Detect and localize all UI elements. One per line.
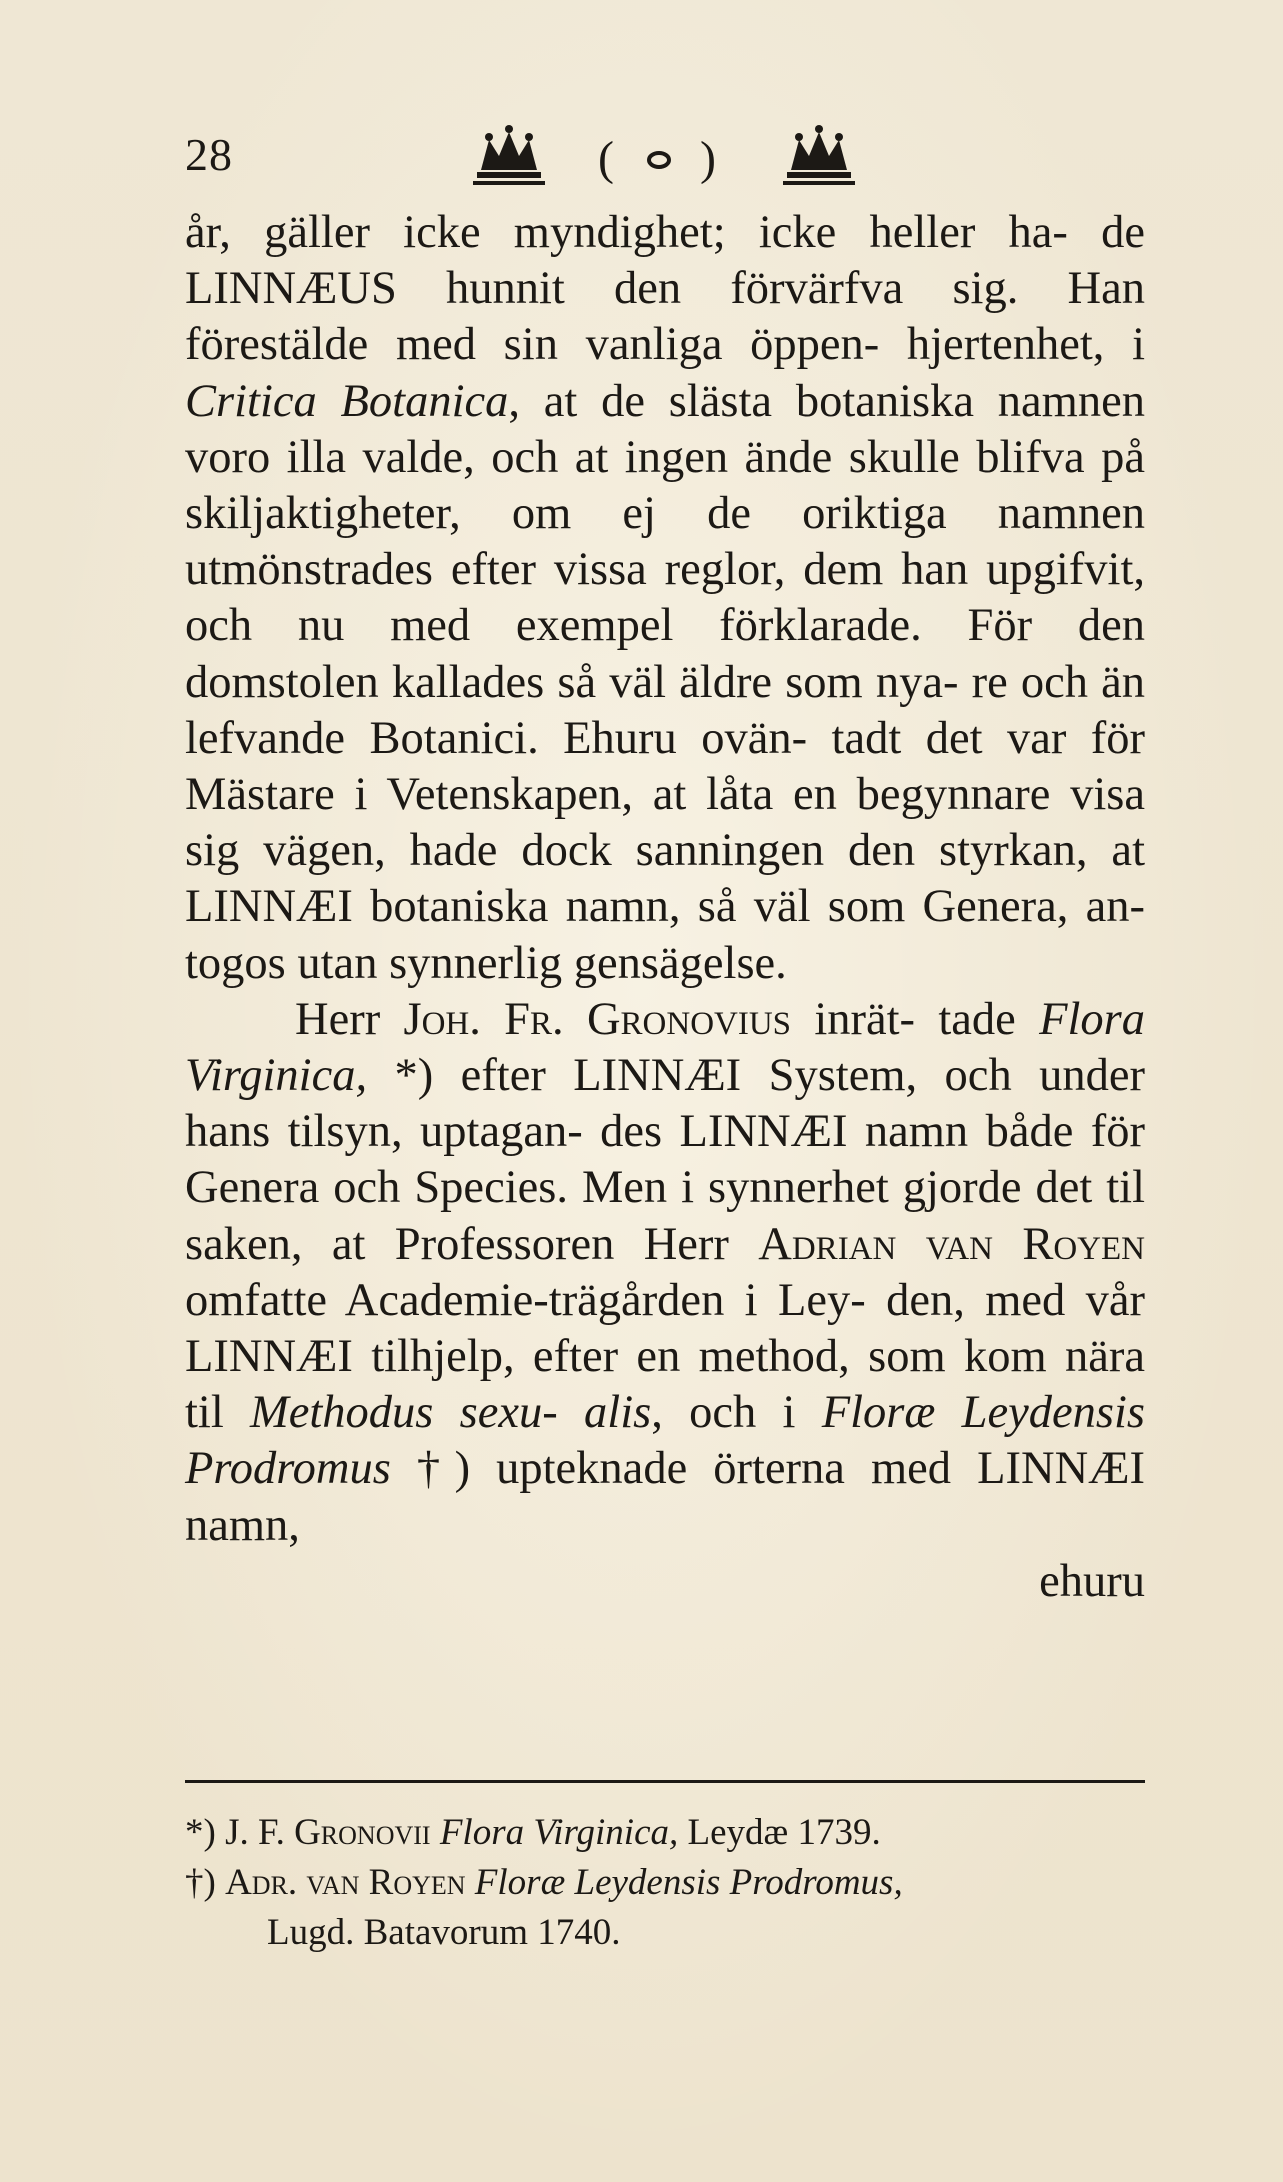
- footnote-text: Leydæ 1739.: [678, 1812, 881, 1853]
- text-line: hjertenhet, i: [906, 319, 1145, 371]
- work-title: Floræ Leydensis Prodromus: [185, 1387, 1146, 1495]
- main-text: [185, 205, 1145, 1610]
- work-title: Methodus sexu-: [250, 1387, 558, 1439]
- text-line: nu med exempel förklarade. För den: [297, 600, 1145, 652]
- footnote-author: J. F. Gronovii: [225, 1812, 431, 1853]
- footnote-2: [185, 1858, 1145, 1908]
- text-run: omfatte Academie-trägården i Ley-: [185, 1274, 866, 1326]
- footnote-author: Adr. van Royen: [225, 1862, 466, 1903]
- footnote-title: Floræ Leydensis Prodromus,: [474, 1862, 903, 1903]
- paragraph-1: [185, 205, 1145, 992]
- header-ornament: [463, 118, 883, 198]
- text-run: den, med vår LINNÆI tilhjelp, efter en: [185, 1274, 1145, 1383]
- text-line: tadt det var för Mästare i Vetenskapen,: [185, 712, 1146, 821]
- center-ornament-icon: [649, 153, 669, 167]
- running-header: [185, 118, 1145, 198]
- footnote-2-continued: [185, 1908, 1145, 1958]
- footnote-mark: †): [185, 1862, 216, 1903]
- text-line: ingen ände skulle blifva på skiljaktigheter,: [185, 431, 1146, 540]
- text-run: †): [390, 1443, 471, 1495]
- text-run: upteknade örterna med LINNÆI namn,: [185, 1443, 1145, 1551]
- page-number: 28: [185, 129, 233, 180]
- person-name: Adrian van: [758, 1218, 993, 1270]
- work-title: Flora Virginica,: [185, 993, 1146, 1102]
- person-name: Joh. Fr. Gronovius: [403, 993, 792, 1045]
- footnote-rule: [185, 1780, 1145, 1783]
- crown-ornament-right-icon: [783, 125, 855, 185]
- text-line: domstolen kallades så väl äldre som nya-: [185, 656, 959, 708]
- paragraph-2: [185, 992, 1145, 1554]
- text-line: de LINNÆUS hunnit den förvärfva sig.: [185, 207, 1145, 315]
- svg-text:): ): [700, 132, 716, 185]
- text-line: om ej de oriktiga namnen utmönstrades: [185, 488, 1145, 596]
- text-run: *) efter LINNÆI: [367, 1050, 742, 1102]
- text-line: togos utan synnerlig gensägelse.: [185, 937, 787, 989]
- text-run: inrät-: [791, 993, 916, 1045]
- footnote-text: Lugd. Batavorum 1740.: [267, 1912, 621, 1953]
- footnote-title: Flora Virginica,: [439, 1812, 679, 1853]
- text-run: method, som kom nära til: [185, 1331, 1145, 1439]
- text-run: Species. Men i synnerhet gjorde det til: [414, 1162, 1146, 1214]
- text-line: efter vissa reglor, dem han upgifvit, och: [185, 544, 1146, 652]
- text-line: re och än lefvande Botanici. Ehuru ovän-: [185, 656, 1145, 764]
- crown-ornament-left-icon: [473, 125, 545, 185]
- text-line: Han förestälde med sin vanliga öppen-: [185, 263, 1145, 371]
- text-run: , och i: [651, 1387, 822, 1439]
- text-run: System, och under hans tilsyn, uptagan-: [185, 1050, 1145, 1158]
- footnotes: [185, 1808, 1145, 1958]
- person-name: Royen: [1022, 1218, 1145, 1270]
- svg-text:(: (: [598, 132, 614, 185]
- text-run: des LINNÆI namn både för Genera och: [185, 1106, 1145, 1214]
- footnote-1: [185, 1808, 1145, 1858]
- text-run: Herr: [295, 993, 404, 1045]
- text-line: år, gäller icke myndighet; icke heller ha-: [185, 207, 1068, 258]
- catchword: ehuru: [1039, 1555, 1145, 1607]
- text-line: botaniska namn, så väl som Genera, an-: [370, 881, 1146, 933]
- work-title: Critica Botanica: [185, 375, 509, 427]
- footnote-mark: *): [185, 1812, 216, 1853]
- text-line: botaniska namnen voro illa valde, och at: [185, 375, 1145, 483]
- text-line: at låta en begynnare visa sig vägen, hade: [185, 769, 1146, 877]
- text-run: tade: [938, 993, 1040, 1045]
- text-line: , at de slästa: [508, 375, 773, 427]
- work-title: alis: [584, 1387, 652, 1439]
- text-run: saken, at Professoren Herr: [185, 1218, 759, 1270]
- text-line: dock sanningen den styrkan, at LINNÆI: [185, 825, 1145, 933]
